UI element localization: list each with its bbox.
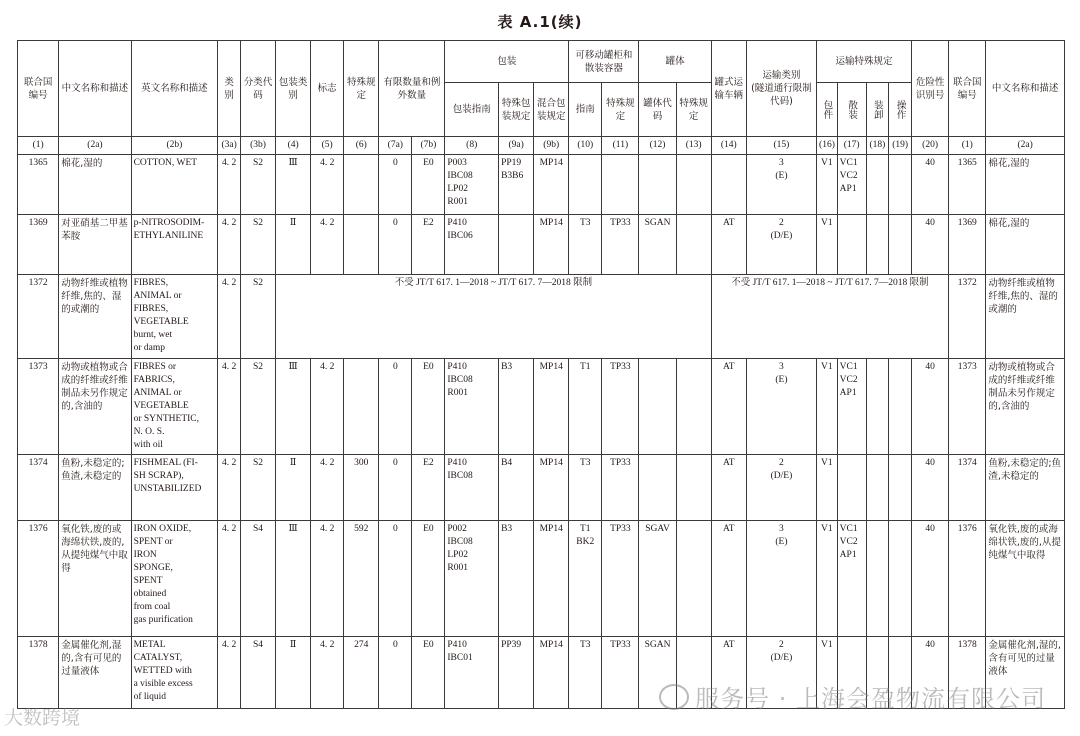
cell-eq: E2 [412,455,445,521]
cell-label: 4. 2 [311,637,344,709]
cell-un2: 1374 [949,455,986,521]
cell-code: S2 [240,215,275,275]
header-operation [889,83,912,137]
header-portable-tanks: 可移动罐柜和散装容器 [569,41,639,83]
cell-pi: P410 IBC08 R001 [445,359,499,455]
cell-tcode: SGAN [639,637,676,709]
cell-pk: V1 [817,359,838,455]
cell-hz: 40 [912,455,949,521]
cell-tsp [676,455,711,521]
cell-cn2: 金属催化剂,湿的,含有可见的过量液体 [986,637,1065,709]
cell-sp [344,215,379,275]
cell-un: 1376 [18,521,59,637]
cell-cn2: 棉花,湿的 [986,155,1065,215]
cell-cat: 3 (E) [746,359,816,455]
cell-tsp [676,521,711,637]
cell-veh: AT [711,521,746,637]
cell-code: S2 [240,455,275,521]
cell-en: IRON OXIDE, SPENT or IRON SPONGE, SPENT obtained from coal gas purification [131,521,218,637]
cell-veh: AT [711,455,746,521]
column-number: (1) [18,137,59,155]
column-number: (14) [711,137,746,155]
cell-cat: 2 (D/E) [746,455,816,521]
header-name-en: 英文名称和描述 [131,41,218,137]
cell-load [866,521,889,637]
cell-bulk: VC1 VC2 AP1 [837,359,866,455]
cell-hz: 40 [912,637,949,709]
cell-lq: 0 [379,455,412,521]
cell-un2: 1365 [949,155,986,215]
cell-cat: 3 (E) [746,521,816,637]
cell-un2: 1373 [949,359,986,455]
cell-un: 1365 [18,155,59,215]
cell-tcode: SGAN [639,215,676,275]
column-number: (2b) [131,137,218,155]
cell-tpsp: TP33 [602,455,639,521]
cell-cn: 棉花,湿的 [59,155,131,215]
header-packaging: 包装 [445,41,569,83]
header-portable-special: 特殊规定 [602,83,639,137]
cell-un2: 1369 [949,215,986,275]
cell-mix: MP14 [534,521,569,637]
table-body [18,155,1065,709]
cell-lq: 0 [379,637,412,709]
cell-note2: 不受 JT/T 617. 1—2018 ~ JT/T 617. 7—2018 限制 [711,275,948,359]
column-number: (1) [949,137,986,155]
cell-code: S4 [240,637,275,709]
column-number: (6) [344,137,379,155]
header-bulk [837,83,866,137]
cell-pi: P003 IBC08 LP02 R001 [445,155,499,215]
cell-load [866,359,889,455]
column-number: (3b) [240,137,275,155]
column-number: (4) [276,137,311,155]
column-number: (18) [866,137,889,155]
column-number: (9b) [534,137,569,155]
header-limited-quantity: 有限数量和例外数量 [379,41,445,137]
cell-psp: PP19 B3B6 [499,155,534,215]
header-hazard-id: 危险性识别号 [912,41,949,137]
cell-bulk: VC1 VC2 AP1 [837,155,866,215]
cell-lq: 0 [379,215,412,275]
column-number: (17) [837,137,866,155]
cell-lq: 0 [379,521,412,637]
cell-cn: 动物或植物或合成的纤维或纤维制品未另作规定的,含油的 [59,359,131,455]
cell-veh [711,155,746,215]
cell-tpsp [602,155,639,215]
header-label: 标志 [311,41,344,137]
cell-load [866,455,889,521]
header-tunnel-code: (隧道通行限制代码) [751,83,812,107]
cell-mix: MP14 [534,215,569,275]
cell-guide [569,155,602,215]
header-class-code: 分类代码 [240,41,275,137]
cell-psp: B4 [499,455,534,521]
cell-veh: AT [711,637,746,709]
cell-un: 1374 [18,455,59,521]
cell-label: 4. 2 [311,155,344,215]
column-number: (13) [676,137,711,155]
cell-tpsp: TP33 [602,359,639,455]
cell-cn: 对亚硝基二甲基苯胺 [59,215,131,275]
watermark [659,679,1046,714]
cell-mix: MP14 [534,637,569,709]
cell-en: FISHMEAL (FI- SH SCRAP), UNSTABILIZED [131,455,218,521]
cell-mix: MP14 [534,155,569,215]
cell-guide: T3 [569,455,602,521]
cell-eq: E0 [412,521,445,637]
cell-pg: Ⅱ [276,637,311,709]
cell-pk: V1 [817,521,838,637]
cell-cls: 4. 2 [218,155,241,215]
cell-eq: E2 [412,215,445,275]
column-number: (2a) [59,137,131,155]
cell-cls: 4. 2 [218,521,241,637]
table-title: 表 A.1(续) [497,13,583,31]
cell-mix: MP14 [534,455,569,521]
cell-guide: T3 [569,637,602,709]
cell-psp: PP39 [499,637,534,709]
cell-hz: 40 [912,215,949,275]
cell-pg: Ⅲ [276,359,311,455]
cell-lq: 0 [379,155,412,215]
table-row [18,455,1065,521]
cell-tsp [676,359,711,455]
header-transport-special: 运输特殊规定 [817,41,912,83]
cell-tpsp: TP33 [602,637,639,709]
column-number: (3a) [218,137,241,155]
cell-cn: 金属催化剂,湿的,含有可见的过量液体 [59,637,131,709]
cell-guide: T1 [569,359,602,455]
header-package [817,83,838,137]
column-number: (7a) [379,137,412,155]
header-mixed-packing: 混合包装规定 [534,83,569,137]
cell-op [889,521,912,637]
cell-pg: Ⅲ [276,521,311,637]
cell-cn2: 棉花,湿的 [986,215,1065,275]
cell-label: 4. 2 [311,521,344,637]
cell-hz: 40 [912,521,949,637]
cell-load [866,155,889,215]
cell-en: FIBRES or FABRICS, ANIMAL or VEGETABLE or SYNTHETIC, N. O. S. with oil [131,359,218,455]
table-row [18,215,1065,275]
cell-cat: 3 (E) [746,155,816,215]
cell-guide: T3 [569,215,602,275]
cell-cn2: 动物或植物或合成的纤维或纤维制品未另作规定的,含油的 [986,359,1065,455]
header-packing-instruction: 包装指南 [445,83,499,137]
header-operation-text: 操作 [894,100,906,119]
cell-hz: 40 [912,155,949,215]
table-row [18,275,1065,359]
cell-psp: B3 [499,359,534,455]
cell-en: p-NITROSODIM- ETHYLANILINE [131,215,218,275]
header-un-no-2: 联合国编号 [949,41,986,137]
cell-code: S2 [240,359,275,455]
column-number: (20) [912,137,949,155]
cell-pi: P410 IBC06 [445,215,499,275]
cell-cn2: 动物纤维或植物纤维,焦的、湿的或潮的 [986,275,1065,359]
cell-cn2: 鱼粉,未稳定的;鱼渣,未稳定的 [986,455,1065,521]
cell-code: S2 [240,275,275,359]
column-number: (15) [746,137,816,155]
cell-code: S4 [240,521,275,637]
cell-pi: P410 IBC01 [445,637,499,709]
header-un-no: 联合国编号 [18,41,59,137]
cell-un: 1378 [18,637,59,709]
column-number: (10) [569,137,602,155]
cell-un2: 1372 [949,275,986,359]
column-number: (12) [639,137,676,155]
cell-cn2: 氧化铁,废的或海绵状铁,废的,从提纯煤气中取得 [986,521,1065,637]
header-tank-code: 罐体代码 [639,83,676,137]
cell-tcode [639,455,676,521]
cell-eq: E0 [412,155,445,215]
header-tank-vehicle: 罐式运输车辆 [711,41,746,137]
cell-en: FIBRES, ANIMAL or FIBRES, VEGETABLE burnt, wet or damp [131,275,218,359]
cell-note1: 不受 JT/T 617. 1—2018 ~ JT/T 617. 7—2018 限制 [276,275,712,359]
cell-eq: E0 [412,637,445,709]
cell-en: METAL CATALYST, WETTED with a visible excess of liquid [131,637,218,709]
cell-un: 1373 [18,359,59,455]
header-name-cn-2: 中文名称和描述 [986,41,1065,137]
cell-tcode [639,359,676,455]
cell-cls: 4. 2 [218,637,241,709]
header-special-packing: 特殊包装规定 [499,83,534,137]
header-bulk-text: 散装 [846,100,858,119]
header-tank: 罐体 [639,41,711,83]
table-row [18,155,1065,215]
cell-label: 4. 2 [311,215,344,275]
column-number: (8) [445,137,499,155]
cell-bulk: VC1 VC2 AP1 [837,521,866,637]
cell-cls: 4. 2 [218,275,241,359]
cell-veh: AT [711,215,746,275]
cell-tcode: SGAV [639,521,676,637]
cell-en: COTTON, WET [131,155,218,215]
header-loading-text: 装卸 [871,100,883,119]
column-number-row [18,137,1065,155]
cell-label: 4. 2 [311,359,344,455]
cell-op [889,359,912,455]
cell-veh: AT [711,359,746,455]
cell-sp: 592 [344,521,379,637]
cell-op [889,215,912,275]
header-package-text: 包件 [821,100,833,119]
cell-pk: V1 [817,215,838,275]
cell-op [889,455,912,521]
cell-cls: 4. 2 [218,455,241,521]
cell-cn: 鱼粉,未稳定的;鱼渣,未稳定的 [59,455,131,521]
cell-mix: MP14 [534,359,569,455]
cell-un2: 1378 [949,637,986,709]
cell-cat: 2 (D/E) [746,215,816,275]
cell-load [866,215,889,275]
cell-cls: 4. 2 [218,359,241,455]
cell-pg: Ⅲ [276,155,311,215]
column-number: (2a) [986,137,1065,155]
cell-pg: Ⅱ [276,215,311,275]
cell-tsp [676,215,711,275]
cell-un2: 1376 [949,521,986,637]
header-loading [866,83,889,137]
cell-pg: Ⅱ [276,455,311,521]
cell-psp: B3 [499,521,534,637]
column-number: (11) [602,137,639,155]
cell-cn: 动物纤维或植物纤维,焦的、湿的或潮的 [59,275,131,359]
cell-pk: V1 [817,155,838,215]
cell-tcode [639,155,676,215]
dangerous-goods-table [17,40,1065,709]
header-guide: 指南 [569,83,602,137]
cell-un: 1372 [18,275,59,359]
column-number: (19) [889,137,912,155]
cell-code: S2 [240,155,275,215]
cell-sp [344,359,379,455]
header-class: 类别 [218,41,241,137]
cell-bulk [837,215,866,275]
table-row [18,359,1065,455]
cell-sp: 300 [344,455,379,521]
column-number: (9a) [499,137,534,155]
cell-psp [499,215,534,275]
cell-cat: 2 (D/E) [746,637,816,709]
table-row [18,521,1065,637]
header-transport-category [746,41,816,137]
cell-bulk [837,455,866,521]
cell-pk: V1 [817,637,838,709]
cell-cls: 4. 2 [218,215,241,275]
cell-cn: 氧化铁,废的或海绵状铁,废的,从提纯煤气中取得 [59,521,131,637]
column-number: (16) [817,137,838,155]
cell-sp [344,155,379,215]
header-packing-group: 包装类别 [276,41,311,137]
cell-sp: 274 [344,637,379,709]
watermark-text: 服务号 · 上海会盈物流有限公司 [695,685,1046,713]
column-number: (7b) [412,137,445,155]
wechat-icon [659,684,689,710]
cell-lq: 0 [379,359,412,455]
header-transport-category-label: 运输类别 [762,70,801,81]
cell-tpsp: TP33 [602,521,639,637]
watermark-2: 大数跨境 [4,707,81,729]
cell-tsp [676,155,711,215]
cell-pk: V1 [817,455,838,521]
cell-un: 1369 [18,215,59,275]
cell-guide: T1 BK2 [569,521,602,637]
header-tank-special: 特殊规定 [676,83,711,137]
cell-eq: E0 [412,359,445,455]
header-special-provisions: 特殊规定 [344,41,379,137]
cell-label: 4. 2 [311,455,344,521]
cell-hz: 40 [912,359,949,455]
cell-pi: P410 IBC08 [445,455,499,521]
column-number: (5) [311,137,344,155]
cell-op [889,155,912,215]
cell-tpsp: TP33 [602,215,639,275]
header-name-cn: 中文名称和描述 [59,41,131,137]
cell-pi: P002 IBC08 LP02 R001 [445,521,499,637]
